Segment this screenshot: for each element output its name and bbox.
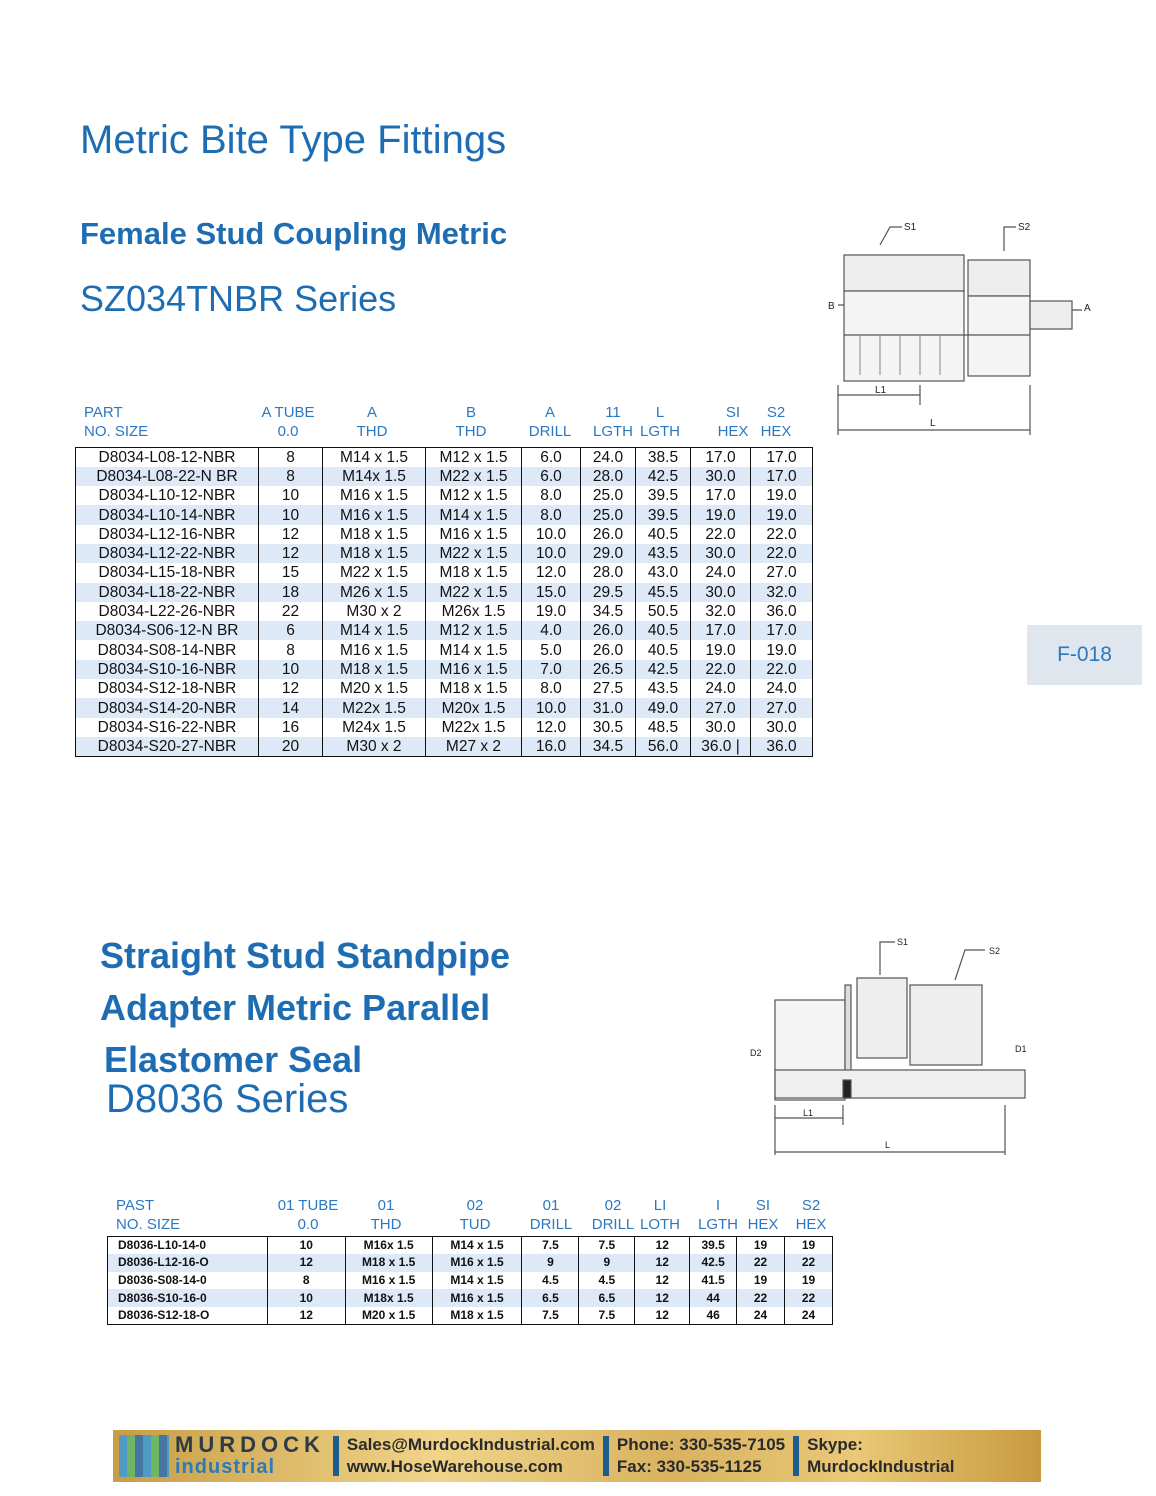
table-row: [76, 505, 813, 524]
table-cell: 8.0: [522, 486, 581, 505]
column-header-line: DRILL: [591, 1216, 635, 1233]
table-cell: 8: [259, 448, 323, 467]
diagram2-d1-label: D1: [1015, 1044, 1027, 1054]
table-cell: M16 x 1.5: [432, 1254, 522, 1272]
table-cell: 12: [259, 525, 323, 544]
table-cell: 22: [785, 1289, 833, 1307]
table-row: [76, 544, 813, 563]
table-cell: 56.0: [636, 737, 691, 756]
table-cell: 24.0: [691, 563, 751, 582]
table-cell: 27.5: [581, 679, 636, 698]
table-cell: 19.0: [691, 640, 751, 659]
table-cell: M30 x 2: [323, 737, 426, 756]
table-row: [76, 698, 813, 717]
table-cell: D8036-S10-16-0: [108, 1289, 268, 1307]
section2-series: D8036 Series: [106, 1077, 349, 1121]
table-cell: 29.0: [581, 544, 636, 563]
column-header-line: 0.0: [277, 423, 299, 440]
diagram2-l1-label: L1: [803, 1108, 814, 1118]
fax-number: Fax: 330-535-1125: [616, 1457, 762, 1476]
table-cell: 22: [259, 602, 323, 621]
table-cell: 16: [259, 718, 323, 737]
table-cell: 19.0: [751, 640, 813, 659]
column-header-line: 01: [542, 1197, 560, 1214]
table-cell: 12: [635, 1254, 690, 1272]
table-cell: 24: [785, 1307, 833, 1325]
column-header-line: 01: [377, 1197, 395, 1214]
table-cell: 50.5: [636, 602, 691, 621]
table-cell: D8036-S12-18-O: [108, 1307, 268, 1325]
table-cell: M20 x 1.5: [323, 679, 426, 698]
skype-label: Skype:: [807, 1435, 863, 1454]
table-cell: M18 x 1.5: [323, 544, 426, 563]
table-cell: M14x 1.5: [323, 467, 426, 486]
table-cell: M20x 1.5: [426, 698, 522, 717]
column-header-line: DRILL: [528, 423, 572, 440]
table-row: [76, 583, 813, 602]
table-cell: 38.5: [636, 448, 691, 467]
table-cell: M18 x 1.5: [323, 525, 426, 544]
table-cell: M20 x 1.5: [345, 1307, 432, 1325]
column-header-line: L: [655, 404, 665, 421]
table-cell: 17.0: [751, 621, 813, 640]
table-row: [76, 640, 813, 659]
table-cell: 7.5: [579, 1237, 635, 1255]
column-header-line: NO. SIZE: [116, 1216, 181, 1233]
table-cell: D8034-S16-22-NBR: [76, 718, 259, 737]
brand-name: MURDOCK: [175, 1432, 325, 1457]
table-row: [108, 1272, 833, 1290]
table-cell: 19: [785, 1272, 833, 1290]
table-cell: 39.5: [690, 1237, 737, 1255]
table-cell: 22: [785, 1254, 833, 1272]
table-cell: M18 x 1.5: [345, 1254, 432, 1272]
column-header-line: THD: [356, 423, 388, 440]
table-cell: 7.5: [579, 1307, 635, 1325]
table-cell: M16 x 1.5: [426, 525, 522, 544]
column-header-line: THD: [370, 1216, 402, 1233]
table-cell: 42.5: [636, 660, 691, 679]
diagram1-a-label: A: [1084, 303, 1091, 314]
table-cell: M18 x 1.5: [432, 1307, 522, 1325]
table-cell: M16 x 1.5: [323, 486, 426, 505]
table-cell: 46: [690, 1307, 737, 1325]
table-cell: 12: [267, 1254, 345, 1272]
table-cell: 32.0: [691, 602, 751, 621]
table-cell: D8034-S06-12-N BR: [76, 621, 259, 640]
table-cell: 8.0: [522, 679, 581, 698]
table-cell: 28.0: [581, 563, 636, 582]
diagram2-l-label: L: [885, 1140, 891, 1150]
table-row: [76, 525, 813, 544]
email-link[interactable]: Sales@MurdockIndustrial.com: [346, 1435, 595, 1454]
table-cell: 10: [259, 486, 323, 505]
table-cell: 34.5: [581, 737, 636, 756]
section2-title: [100, 930, 510, 1086]
table-cell: 26.0: [581, 525, 636, 544]
table-cell: 22: [737, 1254, 785, 1272]
column-header-line: A TUBE: [261, 404, 315, 421]
table-cell: 6.0: [522, 448, 581, 467]
section2-title-line: Adapter Metric Parallel: [100, 987, 491, 1028]
table-cell: D8034-L12-16-NBR: [76, 525, 259, 544]
table-cell: M12 x 1.5: [426, 486, 522, 505]
skype-handle: MurdockIndustrial: [807, 1457, 955, 1476]
table-cell: 10: [267, 1237, 345, 1255]
table-cell: 5.0: [522, 640, 581, 659]
table-cell: 4.5: [522, 1272, 579, 1290]
diagram2-d2-label: D2: [750, 1048, 762, 1058]
table-row: [76, 737, 813, 756]
column-header-line: HEX: [747, 1216, 779, 1233]
table-cell: 42.5: [690, 1254, 737, 1272]
table-cell: M22 x 1.5: [426, 583, 522, 602]
table-cell: 24: [737, 1307, 785, 1325]
table-cell: M14 x 1.5: [323, 621, 426, 640]
table-cell: 30.5: [581, 718, 636, 737]
table-cell: 12: [635, 1307, 690, 1325]
diagram1-s1-label: S1: [904, 222, 917, 233]
brand-subtitle: industrial: [175, 1456, 276, 1478]
table-cell: 40.5: [636, 525, 691, 544]
table-cell: 12: [259, 679, 323, 698]
table-cell: M14 x 1.5: [432, 1237, 522, 1255]
table-row: [76, 660, 813, 679]
table-cell: 17.0: [751, 448, 813, 467]
table-cell: 30.0: [691, 467, 751, 486]
table-cell: 26.5: [581, 660, 636, 679]
table-cell: 22.0: [751, 660, 813, 679]
table-cell: 10.0: [522, 698, 581, 717]
murdock-logo-icon: [119, 1435, 169, 1477]
table-cell: 44: [690, 1289, 737, 1307]
table-cell: M12 x 1.5: [426, 621, 522, 640]
table-row: [108, 1237, 833, 1255]
table-row: [76, 486, 813, 505]
standpipe-adapter-diagram: [745, 930, 1045, 1155]
table-cell: 48.5: [636, 718, 691, 737]
table-cell: 9: [579, 1254, 635, 1272]
table-cell: M12 x 1.5: [426, 448, 522, 467]
table-cell: 43.0: [636, 563, 691, 582]
table-cell: D8036-S08-14-0: [108, 1272, 268, 1290]
diagram1-b-label: B: [828, 301, 835, 312]
table-cell: 7.5: [522, 1237, 579, 1255]
table-cell: 22.0: [691, 660, 751, 679]
table-cell: 8.0: [522, 505, 581, 524]
table-cell: D8034-L12-22-NBR: [76, 544, 259, 563]
table-row: [76, 602, 813, 621]
table-cell: M27 x 2: [426, 737, 522, 756]
diagram2-s2-label: S2: [989, 946, 1001, 956]
table-row: [76, 679, 813, 698]
table-cell: 22.0: [751, 525, 813, 544]
table-cell: 18: [259, 583, 323, 602]
column-header-line: NO. SIZE: [84, 423, 149, 440]
column-header: [761, 1196, 861, 1234]
table-cell: D8034-L10-12-NBR: [76, 486, 259, 505]
table-row: [76, 467, 813, 486]
table-cell: 6.0: [522, 467, 581, 486]
table-cell: M16 x 1.5: [432, 1289, 522, 1307]
table-cell: 10.0: [522, 525, 581, 544]
table-cell: M18 x 1.5: [323, 660, 426, 679]
table-cell: 36.0 |: [691, 737, 751, 756]
column-header: [726, 403, 826, 441]
table-cell: 19.0: [751, 505, 813, 524]
table-row: [108, 1307, 833, 1325]
table-cell: M22x 1.5: [426, 718, 522, 737]
table-cell: 32.0: [751, 583, 813, 602]
column-header: [336, 1196, 436, 1234]
table-cell: 28.0: [581, 467, 636, 486]
table-cell: 10.0: [522, 544, 581, 563]
table-row: [108, 1254, 833, 1272]
table-cell: 41.5: [690, 1272, 737, 1290]
table-cell: 7.0: [522, 660, 581, 679]
table-cell: 8: [259, 467, 323, 486]
column-header: [322, 403, 422, 441]
column-header-line: I: [715, 1197, 721, 1214]
table-cell: 6: [259, 621, 323, 640]
column-header-line: HEX: [760, 423, 792, 440]
table-cell: 10: [259, 660, 323, 679]
table-cell: 9: [522, 1254, 579, 1272]
table-cell: D8034-L10-14-NBR: [76, 505, 259, 524]
diagram1-l1-label: L1: [875, 385, 887, 396]
column-header-line: S2: [801, 1197, 821, 1214]
column-header: [116, 1196, 216, 1234]
table-cell: 17.0: [691, 621, 751, 640]
table-cell: 8: [267, 1272, 345, 1290]
column-header-line: 11: [605, 404, 621, 421]
table-cell: 19.0: [691, 505, 751, 524]
table-cell: 36.0: [751, 602, 813, 621]
column-header-line: LGTH: [639, 423, 680, 440]
table-cell: D8034-L08-22-N BR: [76, 467, 259, 486]
table-cell: 39.5: [636, 505, 691, 524]
table-cell: M22 x 1.5: [323, 563, 426, 582]
table-cell: 17.0: [751, 467, 813, 486]
table-cell: D8034-L15-18-NBR: [76, 563, 259, 582]
table-cell: D8034-L22-26-NBR: [76, 602, 259, 621]
table-cell: M16x 1.5: [345, 1237, 432, 1255]
column-header-line: THD: [455, 423, 487, 440]
table-cell: 17.0: [691, 486, 751, 505]
table-cell: 6.5: [522, 1289, 579, 1307]
column-header-line: SI: [725, 404, 741, 421]
table-cell: 12: [259, 544, 323, 563]
column-header-line: HEX: [795, 1216, 827, 1233]
table-cell: 19: [737, 1237, 785, 1255]
table-row: [76, 563, 813, 582]
table-cell: 24.0: [581, 448, 636, 467]
table-cell: M30 x 2: [323, 602, 426, 621]
table-cell: D8034-L08-12-NBR: [76, 448, 259, 467]
column-header-line: B: [465, 404, 476, 421]
table-cell: M16 x 1.5: [323, 640, 426, 659]
table-cell: 12.0: [522, 718, 581, 737]
table-cell: 17.0: [691, 448, 751, 467]
table-cell: 27.0: [691, 698, 751, 717]
column-header-line: S2: [766, 404, 786, 421]
table-cell: M14 x 1.5: [323, 448, 426, 467]
column-header-line: 02: [604, 1197, 622, 1214]
table-cell: D8034-S12-18-NBR: [76, 679, 259, 698]
table-cell: M22 x 1.5: [426, 467, 522, 486]
section1-title: Female Stud Coupling Metric: [80, 216, 508, 251]
table-cell: M18x 1.5: [345, 1289, 432, 1307]
table-cell: 27.0: [751, 563, 813, 582]
table-cell: D8036-L12-16-O: [108, 1254, 268, 1272]
table-cell: 10: [259, 505, 323, 524]
table-cell: 12: [635, 1272, 690, 1290]
website-link[interactable]: www.HoseWarehouse.com: [346, 1457, 563, 1476]
section2-title-line: Elastomer Seal: [104, 1039, 363, 1080]
table-cell: 22.0: [751, 544, 813, 563]
table-cell: 43.5: [636, 544, 691, 563]
table-cell: M18 x 1.5: [426, 679, 522, 698]
table-cell: 30.0: [751, 718, 813, 737]
column-header-line: TUD: [459, 1216, 491, 1233]
section2-title-line: Straight Stud Standpipe: [100, 935, 510, 976]
table-cell: 30.0: [691, 583, 751, 602]
table-cell: 30.0: [691, 544, 751, 563]
table-cell: 40.5: [636, 621, 691, 640]
table-cell: D8034-S08-14-NBR: [76, 640, 259, 659]
diagram2-s1-label: S1: [897, 937, 909, 947]
table-cell: M18 x 1.5: [426, 563, 522, 582]
table-cell: 25.0: [581, 486, 636, 505]
table-cell: 45.5: [636, 583, 691, 602]
table-cell: 49.0: [636, 698, 691, 717]
table-cell: 22: [737, 1289, 785, 1307]
table-cell: M26x 1.5: [426, 602, 522, 621]
diagram1-s2-label: S2: [1018, 222, 1031, 233]
table-cell: M14 x 1.5: [426, 640, 522, 659]
column-header-line: PAST: [116, 1197, 155, 1214]
column-header-line: HEX: [717, 423, 749, 440]
table1: [75, 447, 813, 757]
column-header-line: LI: [653, 1197, 667, 1214]
table-cell: 19.0: [751, 486, 813, 505]
column-header-line: 01 TUBE: [277, 1197, 339, 1214]
column-header-line: LOTH: [639, 1216, 680, 1233]
table-cell: 4.5: [579, 1272, 635, 1290]
table-cell: 19: [737, 1272, 785, 1290]
table-cell: 42.5: [636, 467, 691, 486]
table-row: [108, 1289, 833, 1307]
table-cell: M14 x 1.5: [426, 505, 522, 524]
table-cell: M14 x 1.5: [432, 1272, 522, 1290]
table2: [107, 1236, 833, 1325]
table-cell: D8034-L18-22-NBR: [76, 583, 259, 602]
column-header-line: A: [544, 404, 555, 421]
table-cell: 36.0: [751, 737, 813, 756]
table-cell: 12: [635, 1289, 690, 1307]
table-cell: 24.0: [751, 679, 813, 698]
page-title: Metric Bite Type Fittings: [80, 118, 507, 162]
table-cell: 30.0: [691, 718, 751, 737]
table-cell: 12: [635, 1237, 690, 1255]
table-cell: 26.0: [581, 640, 636, 659]
table-cell: D8034-S20-27-NBR: [76, 737, 259, 756]
table-cell: M16 x 1.5: [345, 1272, 432, 1290]
table-cell: 7.5: [522, 1307, 579, 1325]
table-cell: 15: [259, 563, 323, 582]
table-cell: 19.0: [522, 602, 581, 621]
phone-number: Phone: 330-535-7105: [616, 1435, 786, 1454]
table-cell: 8: [259, 640, 323, 659]
table-cell: 25.0: [581, 505, 636, 524]
column-header-line: PART: [84, 404, 123, 421]
table-cell: 31.0: [581, 698, 636, 717]
section1-series: SZ034TNBR Series: [80, 278, 397, 319]
column-header-line: SI: [755, 1197, 771, 1214]
table-cell: D8036-L10-14-0: [108, 1237, 268, 1255]
table-row: [76, 718, 813, 737]
table-cell: M22 x 1.5: [426, 544, 522, 563]
table-cell: 34.5: [581, 602, 636, 621]
table-cell: M22x 1.5: [323, 698, 426, 717]
female-stud-coupling-diagram: [820, 215, 1100, 440]
table-cell: M26 x 1.5: [323, 583, 426, 602]
table-cell: 14: [259, 698, 323, 717]
column-header-line: A: [366, 404, 377, 421]
column-header-line: LGTH: [592, 423, 633, 440]
table-row: [76, 448, 813, 467]
table-cell: 39.5: [636, 486, 691, 505]
column-header: [84, 403, 184, 441]
table-cell: 15.0: [522, 583, 581, 602]
table-cell: D8034-S14-20-NBR: [76, 698, 259, 717]
table-cell: 16.0: [522, 737, 581, 756]
footer-banner: [113, 1430, 1041, 1482]
table-cell: 12.0: [522, 563, 581, 582]
table-cell: M16 x 1.5: [323, 505, 426, 524]
table-cell: 43.5: [636, 679, 691, 698]
table-cell: 20: [259, 737, 323, 756]
table-cell: 10: [267, 1289, 345, 1307]
table-cell: 19: [785, 1237, 833, 1255]
column-header-line: DRILL: [529, 1216, 573, 1233]
table-cell: 27.0: [751, 698, 813, 717]
table-cell: 22.0: [691, 525, 751, 544]
column-header-line: LGTH: [697, 1216, 738, 1233]
table-cell: 12: [267, 1307, 345, 1325]
table-cell: M24x 1.5: [323, 718, 426, 737]
table-row: [76, 621, 813, 640]
table-cell: 4.0: [522, 621, 581, 640]
column-header-line: 0.0: [297, 1216, 319, 1233]
table-cell: 40.5: [636, 640, 691, 659]
table-cell: M16 x 1.5: [426, 660, 522, 679]
table-cell: 24.0: [691, 679, 751, 698]
table-cell: 26.0: [581, 621, 636, 640]
table-cell: 6.5: [579, 1289, 635, 1307]
column-header-line: 02: [466, 1197, 484, 1214]
page-number-badge: F-018: [1027, 625, 1142, 685]
table-cell: D8034-S10-16-NBR: [76, 660, 259, 679]
table-cell: 29.5: [581, 583, 636, 602]
diagram1-l-label: L: [930, 418, 936, 429]
